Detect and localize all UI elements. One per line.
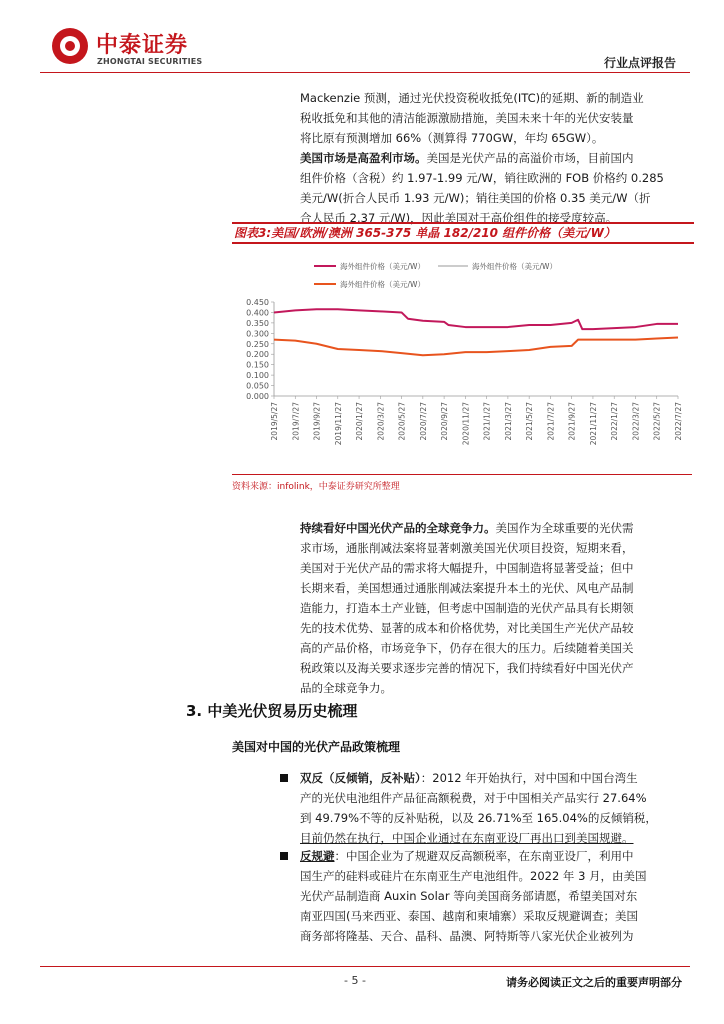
x-tick-label: 2019/11/27	[333, 402, 343, 446]
body-line: 长期来看，美国想通过通胀削减法案提升本土的光伏、风电产品制	[300, 581, 634, 595]
legend-label-series-extra: 海外组件价格（美元/W）	[472, 262, 557, 271]
x-tick-label: 2022/5/27	[652, 402, 662, 441]
report-type: 行业点评报告	[603, 56, 676, 70]
section-subheading: 美国对中国的光伏产品政策梳理	[232, 740, 401, 754]
section-heading: 3. 中美光伏贸易历史梳理	[186, 702, 358, 720]
logo-cn-text: 中泰证券	[96, 33, 189, 58]
x-tick-label: 2021/5/27	[525, 402, 535, 441]
body-line: 美国对于光伏产品的需求将大幅提升，中国制造将显著受益；但中	[300, 561, 634, 575]
x-tick-label: 2022/3/27	[631, 402, 641, 441]
body-line	[300, 518, 688, 538]
body-line: 高的产品价格，市场竞争下，仍存在很大的压力。后续随着美国关	[300, 641, 634, 655]
bullet-line	[300, 846, 690, 866]
page-number: - 5 -	[344, 974, 366, 987]
x-tick-label: 2019/7/27	[291, 402, 301, 441]
x-tick-label: 2020/1/27	[355, 402, 365, 441]
legend-label-series-2: 海外组件价格（美元/W）	[340, 280, 425, 289]
body-bold-lead: 持续看好中国光伏产品的全球竞争力。	[300, 521, 496, 535]
bullet-item	[300, 768, 690, 848]
bullet-line: 产的光伏电池组件产品征高额税费，对于中国相关产品实行 27.64%	[300, 791, 647, 805]
intro-bold-lead: 美国市场是高盈利市场。	[300, 151, 427, 165]
intro-line-rest: 美国是光伏产品的高溢价市场，目前国内	[426, 151, 634, 165]
y-tick-label: 0.200	[246, 350, 269, 360]
company-logo	[52, 26, 212, 72]
y-tick-label: 0.000	[246, 392, 269, 401]
body-line: 品的全球竞争力。	[300, 681, 392, 695]
x-tick-label: 2020/7/27	[418, 402, 428, 441]
x-tick-label: 2020/11/27	[461, 402, 471, 446]
x-tick-label: 2021/1/27	[482, 402, 492, 441]
logo-en-text: ZHONGTAI SECURITIES	[97, 57, 203, 66]
footer-divider	[40, 966, 690, 967]
figure-source: 资料来源：infolink，中泰证券研究所整理	[232, 474, 692, 492]
price-chart-svg	[232, 244, 692, 470]
bullet-line-rest: ：中国企业为了规避双反高额税率，在东南亚设厂，利用中	[334, 849, 634, 863]
series-line-2	[274, 338, 678, 356]
body-paragraph	[300, 518, 688, 698]
bullet-line: 目前仍然在执行，中国企业通过在东南亚设厂再出口到美国规避。	[300, 831, 634, 845]
bullet-square-icon	[280, 852, 288, 860]
x-tick-label: 2021/11/27	[588, 402, 598, 446]
y-tick-label: 0.350	[246, 318, 269, 328]
bullet-line	[300, 768, 690, 788]
x-tick-label: 2020/5/27	[397, 402, 407, 441]
x-tick-label: 2022/1/27	[610, 402, 620, 441]
y-tick-label: 0.250	[246, 339, 269, 349]
x-tick-label: 2021/3/27	[503, 402, 513, 441]
footer-disclaimer: 请务必阅读正文之后的重要声明部分	[506, 976, 682, 989]
body-line: 求市场，通胀削减法案将显著刺激美国光伏项目投资，短期来看，	[300, 541, 634, 555]
x-tick-label: 2020/3/27	[376, 402, 386, 441]
x-tick-label: 2021/7/27	[546, 402, 556, 441]
bullet-lead: 双反（反倾销，反补贴）	[300, 771, 421, 785]
x-tick-label: 2022/7/27	[674, 402, 683, 441]
intro-line: 美元/W(折合人民币 1.93 元/W)；销往美国的价格 0.35 美元/W（折	[300, 191, 651, 205]
intro-line	[300, 148, 688, 168]
intro-line: 税收抵免和其他的清洁能源激励措施，美国未来十年的光伏安装量	[300, 111, 634, 125]
body-line: 造能力，打造本土产业链，但考虑中国制造的光伏产品具有长期领	[300, 601, 634, 615]
x-tick-label: 2021/9/27	[567, 402, 577, 441]
bullet-lead: 反规避	[300, 849, 335, 863]
y-tick-label: 0.400	[246, 308, 269, 318]
y-tick-label: 0.150	[246, 360, 269, 370]
header-divider	[40, 72, 690, 73]
logo-emblem-icon	[52, 28, 88, 64]
intro-line: 合人民币 2.37 元/W)，因此美国对于高价组件的接受度较高。	[300, 211, 618, 225]
series-line-1	[274, 309, 678, 329]
bullet-line: 商务部将隆基、天合、晶科、晶澳、阿特斯等八家光伏企业被列为	[300, 929, 634, 943]
intro-line: 将比原有预测增加 66%（测算得 770GW，年均 65GW）。	[300, 131, 604, 145]
bullet-line: 国生产的硅料或硅片在东南亚生产电池组件。2022 年 3 月，由美国	[300, 869, 647, 883]
x-tick-label: 2019/5/27	[270, 402, 279, 441]
x-tick-label: 2019/9/27	[312, 402, 322, 441]
body-line: 税政策以及海关要求逐步完善的情况下，我们持续看好中国光伏产	[300, 661, 634, 675]
figure-title: 图表3:美国/欧洲/澳洲 365-375 单晶 182/210 组件价格（美元/W）	[232, 222, 694, 244]
bullet-square-icon	[280, 774, 288, 782]
bullet-item	[300, 846, 690, 946]
y-tick-label: 0.300	[246, 329, 269, 339]
intro-line: Mackenzie 预测，通过光伏投资税收抵免(ITC)的延期、新的制造业	[300, 91, 644, 105]
bullet-line: 到 49.79%不等的反补贴税，以及 26.71%至 165.04%的反倾销税，	[300, 811, 657, 825]
bullet-line: 光伏产品制造商 Auxin Solar 等向美国商务部请愿，希望美国对东	[300, 889, 638, 903]
body-line: 先的技术优势、显著的成本和价格优势，对比美国生产光伏产品较	[300, 621, 634, 635]
y-tick-label: 0.450	[246, 298, 269, 307]
body-line-rest: 美国作为全球重要的光伏需	[495, 521, 634, 535]
intro-paragraph	[300, 88, 688, 228]
bullet-line-rest: ：2012 年开始执行，对中国和中国台湾生	[420, 771, 638, 785]
intro-line: 组件价格（含税）约 1.97-1.99 元/W，销往欧洲的 FOB 价格约 0.285	[300, 171, 664, 185]
bullet-line: 南亚四国(马来西亚、泰国、越南和柬埔寨）采取反规避调查；美国	[300, 909, 638, 923]
price-chart	[232, 244, 692, 470]
legend-label-series-1: 海外组件价格（美元/W）	[340, 262, 425, 271]
y-tick-label: 0.050	[246, 381, 269, 391]
y-tick-label: 0.100	[246, 371, 269, 381]
x-tick-label: 2020/9/27	[440, 402, 450, 441]
